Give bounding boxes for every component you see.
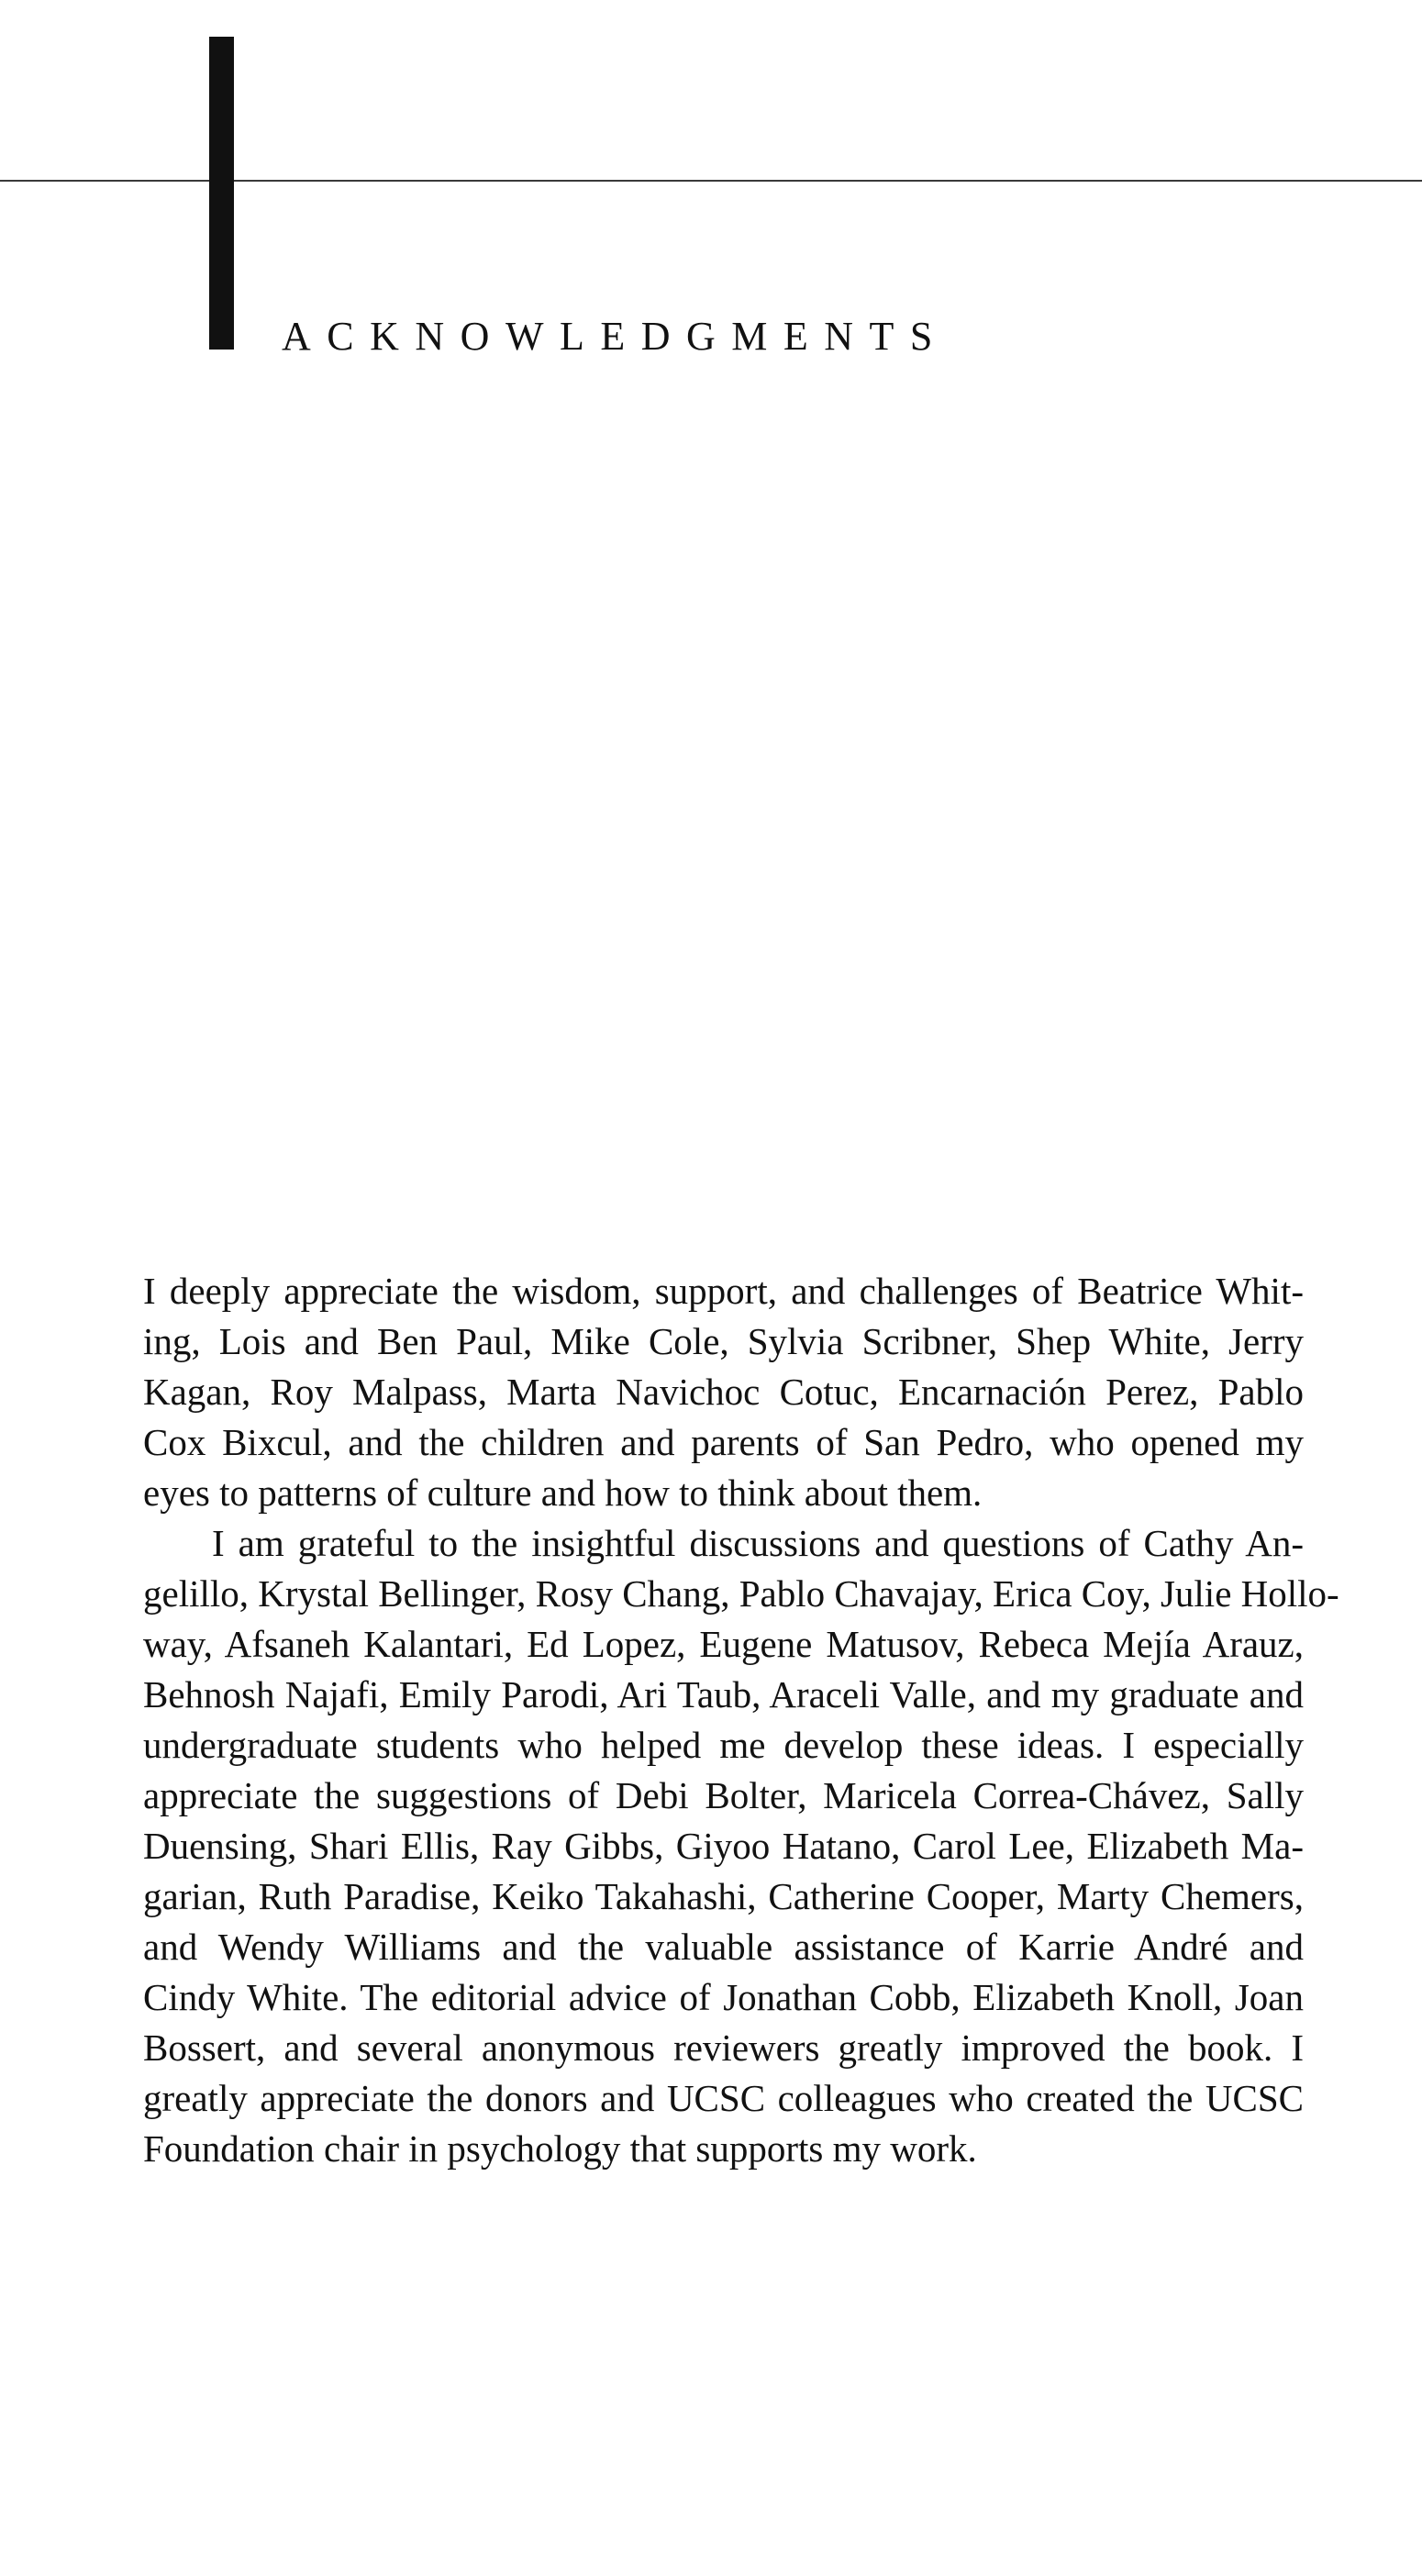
paragraph-1-line: eyes to patterns of culture and how to think about them.	[143, 1471, 983, 1514]
paragraph-1-line: Cox Bixcul, and the children and parents of San Pedro, who opened my	[143, 1421, 1304, 1463]
chapter-marker-bar	[209, 37, 234, 350]
paragraph-2-line: gelillo, Krystal Bellinger, Rosy Chang, Pablo Chavajay, Erica Coy, Julie Hollo-	[143, 1572, 1339, 1615]
paragraph-2-line: appreciate the suggestions of Debi Bolter, Maricela Correa-Chávez, Sally	[143, 1774, 1304, 1816]
chapter-title: ACKNOWLEDGMENTS	[282, 314, 949, 359]
paragraph-2-line: greatly appreciate the donors and UCSC colleagues who created the UCSC	[143, 2077, 1304, 2119]
paragraph-2-line: way, Afsaneh Kalantari, Ed Lopez, Eugene Matusov, Rebeca Mejía Arauz,	[143, 1623, 1304, 1665]
paragraph-2-line: Duensing, Shari Ellis, Ray Gibbs, Giyoo Hatano, Carol Lee, Elizabeth Ma-	[143, 1825, 1304, 1867]
paragraph-2-line: Foundation chair in psychology that supports my work.	[143, 2127, 977, 2170]
paragraph-2-line: Behnosh Najafi, Emily Parodi, Ari Taub, Araceli Valle, and my graduate and	[143, 1673, 1304, 1715]
paragraph-1-line: ing, Lois and Ben Paul, Mike Cole, Sylvia Scribner, Shep White, Jerry	[143, 1320, 1304, 1362]
paragraph-2-line: Bossert, and several anonymous reviewers greatly improved the book. I	[143, 2026, 1304, 2069]
paragraph-2-line: I am grateful to the insightful discussions and questions of Cathy An-	[212, 1522, 1304, 1564]
acknowledgments-body	[143, 1266, 1339, 2174]
paragraph-2-line: undergraduate students who helped me develop these ideas. I especially	[143, 1724, 1304, 1766]
paragraph-2-line: and Wendy Williams and the valuable assistance of Karrie André and	[143, 1926, 1304, 1968]
paragraph-2-line: garian, Ruth Paradise, Keiko Takahashi, Catherine Cooper, Marty Chemers,	[143, 1875, 1304, 1917]
paragraph-1-line: Kagan, Roy Malpass, Marta Navichoc Cotuc, Encarnación Perez, Pablo	[143, 1371, 1304, 1413]
paragraph-2-line: Cindy White. The editorial advice of Jonathan Cobb, Elizabeth Knoll, Joan	[143, 1976, 1304, 2018]
paragraph-1-line: I deeply appreciate the wisdom, support, and challenges of Beatrice Whit-	[143, 1270, 1304, 1312]
